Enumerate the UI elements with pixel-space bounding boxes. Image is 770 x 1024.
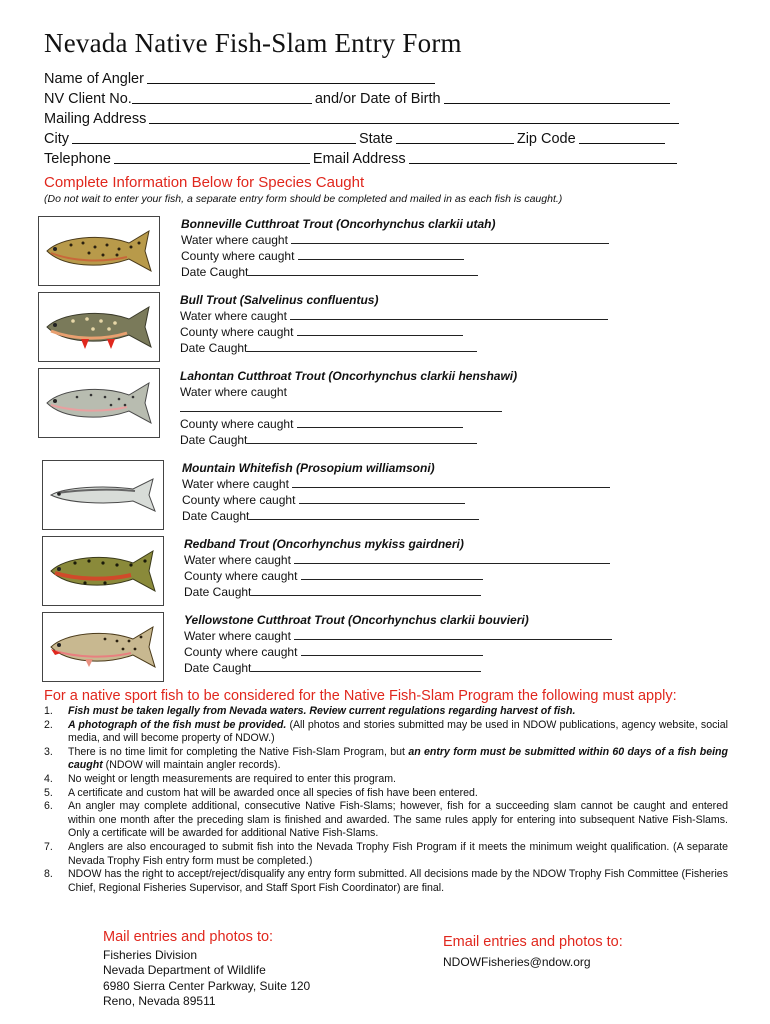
mail-line: Fisheries Division: [103, 947, 198, 962]
species-entry: [38, 460, 658, 532]
mountain-whitefish-image: [42, 460, 164, 530]
date-of-birth-field[interactable]: [444, 89, 670, 104]
date-of-birth-label: and/or Date of Birth: [314, 91, 441, 107]
page-title: Nevada Native Fish-Slam Entry Form: [44, 28, 462, 58]
water-label: Water where caught: [180, 309, 287, 323]
angler-name-label: Name of Angler: [44, 71, 144, 87]
mailing-address-field[interactable]: [149, 109, 679, 124]
mail-line: Reno, Nevada 89511: [103, 994, 216, 1008]
bonneville-cutthroat-trout-image: [38, 216, 160, 286]
date-field[interactable]: [249, 508, 479, 520]
date-label: Date Caught: [184, 661, 252, 675]
rule-item: 4. No weight or length measurements are required to enter this program.: [44, 772, 396, 785]
telephone-label: Telephone: [44, 151, 111, 167]
email-heading: Email entries and photos to:: [443, 934, 623, 950]
rule-item: 2. A photograph of the fish must be provided. (All photos and stories submitted may be used in NDOW publications, agency website, social media, and will become property of NDOW.): [44, 718, 728, 745]
client-number-field[interactable]: [132, 89, 312, 104]
date-label: Date Caught: [184, 585, 252, 599]
email-block: [443, 934, 623, 969]
state-field[interactable]: [396, 129, 514, 144]
angler-row: [44, 69, 694, 89]
water-field[interactable]: [294, 628, 612, 640]
county-field[interactable]: [301, 568, 483, 580]
client-row: [44, 89, 694, 109]
city-row: [44, 129, 694, 149]
rule-item: 8. NDOW has the right to accept/reject/disqualify any entry form submitted. All decisions made by the NDOW Trophy Fish Committee (Fisheries Chief, Regional Fisheries Supervisor, and Staff Sport Fish Coordinator) are final.: [44, 868, 728, 894]
water-label: Water where caught: [184, 553, 291, 567]
county-field[interactable]: [299, 492, 465, 504]
county-label: County where caught: [180, 325, 294, 339]
water-label: Water where caught: [184, 629, 291, 643]
mail-line: 6980 Sierra Center Parkway, Suite 120: [103, 978, 311, 993]
species-entry: [38, 368, 658, 447]
date-field[interactable]: [248, 264, 478, 276]
client-number-label: NV Client No.: [44, 91, 132, 107]
rule-item: 1. Fish must be taken legally from Nevada waters. Review current regulations regarding harvest of fish.: [44, 705, 576, 717]
email-address-label: Email Address: [312, 151, 406, 167]
angler-name-field[interactable]: [147, 69, 435, 84]
mail-address-block: [103, 930, 310, 1010]
water-field[interactable]: [294, 552, 610, 564]
species-entry: [38, 536, 658, 608]
water-field[interactable]: [290, 308, 608, 320]
date-label: Date Caught: [181, 265, 249, 279]
mailing-row: [44, 109, 694, 129]
city-field[interactable]: [72, 129, 356, 144]
bull-trout-image: [38, 292, 160, 362]
species-name: Lahontan Cutthroat Trout (Oncorhynchus clarkii henshawi): [180, 369, 518, 383]
yellowstone-cutthroat-trout-image: [42, 612, 164, 682]
date-field[interactable]: [247, 340, 477, 352]
species-section-heading: Complete Information Below for Species Caught: [44, 174, 365, 191]
rule-item: 6. An angler may complete additional, consecutive Native Fish-Slams; however, fish for a succeeding slam cannot be caught and entered within one month after the preceding slam is finished and awarded. The same rules apply for entering into subsequent Native Fish-Slams. Only a certificate will be awarded for additional Native Fish-Slams.: [44, 800, 728, 840]
date-field[interactable]: [251, 660, 481, 672]
date-label: Date Caught: [182, 509, 250, 523]
species-name: Redband Trout (Oncorhynchus mykiss gairdneri): [184, 537, 464, 551]
rules-list: [44, 705, 728, 895]
mailing-address-label: Mailing Address: [44, 111, 147, 127]
water-label: Water where caught: [180, 385, 287, 399]
phone-row: [44, 149, 694, 169]
mail-heading: Mail entries and photos to:: [103, 929, 274, 945]
species-name: Bull Trout (Salvelinus confluentus): [180, 293, 379, 307]
rules-heading: For a native sport fish to be considered for the Native Fish-Slam Program the following must apply:: [44, 688, 677, 704]
species-entry: [38, 216, 658, 288]
water-field[interactable]: [180, 400, 502, 412]
date-field[interactable]: [251, 584, 481, 596]
redband-trout-image: [42, 536, 164, 606]
date-label: Date Caught: [180, 341, 248, 355]
species-name: Bonneville Cutthroat Trout (Oncorhynchus clarkii utah): [181, 217, 496, 231]
county-label: County where caught: [181, 249, 295, 263]
rule-item: 3. There is no time limit for completing the Native Fish-Slam Program, but an entry form must be submitted within 60 days of a fish being caught (NDOW will maintain angler records).: [44, 745, 728, 772]
lahontan-cutthroat-trout-image: [38, 368, 160, 438]
zip-code-label: Zip Code: [516, 131, 576, 147]
water-field[interactable]: [291, 232, 609, 244]
county-field[interactable]: [298, 248, 464, 260]
county-field[interactable]: [297, 324, 463, 336]
telephone-field[interactable]: [114, 149, 310, 164]
email-address-field[interactable]: [409, 149, 677, 164]
rule-item: 7. Anglers are also encouraged to submit fish into the Nevada Trophy Fish Program if it meets the minimum weight qualification. (A separate Nevada Trophy Fish entry form must be completed.): [44, 840, 728, 867]
angler-info-section: [44, 69, 694, 169]
species-entry: [38, 612, 658, 684]
state-label: State: [358, 131, 393, 147]
county-label: County where caught: [180, 417, 294, 431]
city-label: City: [44, 131, 69, 147]
date-label: Date Caught: [180, 433, 248, 447]
county-field[interactable]: [301, 644, 483, 656]
species-name: Mountain Whitefish (Prosopium williamsoni): [182, 461, 435, 475]
county-label: County where caught: [184, 569, 298, 583]
mail-line: Nevada Department of Wildlife: [103, 963, 266, 977]
zip-code-field[interactable]: [579, 129, 665, 144]
county-label: County where caught: [184, 645, 298, 659]
species-entry: [38, 292, 658, 364]
water-label: Water where caught: [182, 477, 289, 491]
species-section-note: (Do not wait to enter your fish, a separate entry form should be completed and mailed in as each fish is caught.): [44, 193, 563, 205]
water-field[interactable]: [292, 476, 610, 488]
county-label: County where caught: [182, 493, 296, 507]
species-name: Yellowstone Cutthroat Trout (Oncorhynchus clarkii bouvieri): [184, 613, 529, 627]
water-label: Water where caught: [181, 233, 288, 247]
county-field[interactable]: [297, 416, 463, 428]
email-address-link[interactable]: NDOWFisheries@ndow.org: [443, 955, 591, 969]
date-field[interactable]: [247, 432, 477, 444]
rule-item: 5. A certificate and custom hat will be awarded once all species of fish have been entered.: [44, 786, 478, 799]
